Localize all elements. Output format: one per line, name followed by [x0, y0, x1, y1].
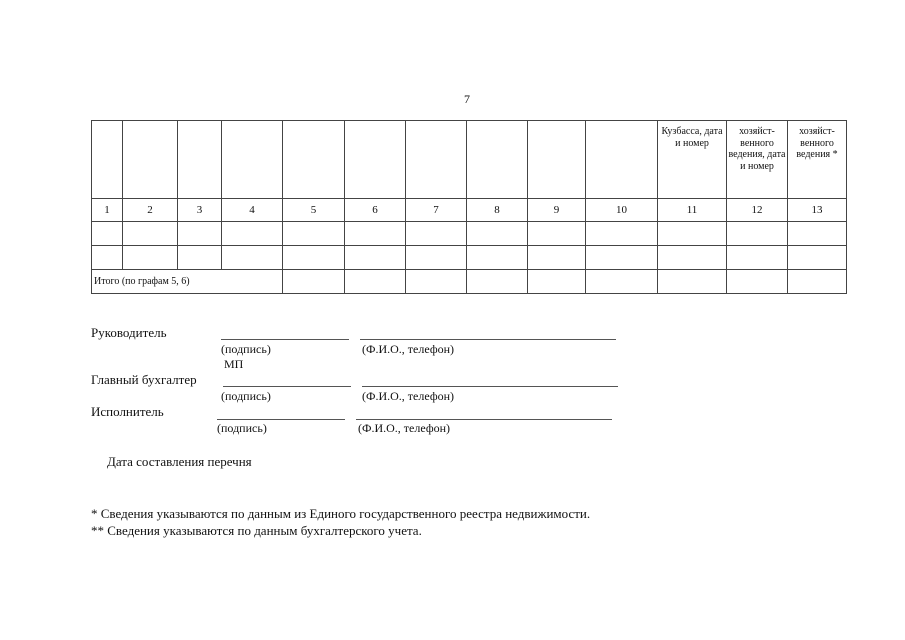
column-number: 8	[467, 199, 528, 222]
header-cell	[586, 121, 658, 199]
header-cell-11: Кузбасса, дата и номер	[658, 121, 727, 199]
executor-label: Исполнитель	[91, 404, 164, 419]
table-cell	[406, 222, 467, 246]
table-cell	[467, 246, 528, 270]
table-cell	[92, 222, 123, 246]
column-number: 7	[406, 199, 467, 222]
table-cell	[788, 246, 847, 270]
table-cell	[586, 246, 658, 270]
table-cell	[467, 222, 528, 246]
table-cell	[283, 246, 345, 270]
table-cell	[222, 246, 283, 270]
executor-name-line[interactable]	[356, 419, 612, 420]
column-number: 4	[222, 199, 283, 222]
table-cell	[528, 270, 586, 294]
footnote-2: ** Сведения указываются по данным бухгалтерского учета.	[91, 523, 422, 538]
head-signature-line[interactable]	[221, 339, 349, 340]
table-cell	[528, 246, 586, 270]
accountant-name-hint: (Ф.И.О., телефон)	[362, 389, 455, 403]
table-cell	[345, 270, 406, 294]
table-cell	[283, 222, 345, 246]
stamp-label: МП	[224, 357, 244, 371]
header-cell	[283, 121, 345, 199]
table-cell	[178, 222, 222, 246]
column-number: 9	[528, 199, 586, 222]
header-cell	[178, 121, 222, 199]
table-cell	[406, 270, 467, 294]
head-name-hint: (Ф.И.О., телефон)	[362, 342, 455, 356]
table-cell	[222, 222, 283, 246]
executor-name-hint: (Ф.И.О., телефон)	[358, 421, 451, 435]
head-name-line[interactable]	[360, 339, 616, 340]
compilation-date-label: Дата составления перечня	[107, 454, 252, 469]
column-number: 1	[92, 199, 123, 222]
header-cell	[406, 121, 467, 199]
table-cell	[586, 270, 658, 294]
header-row	[92, 121, 847, 199]
table-cell	[345, 246, 406, 270]
executor-signature-line[interactable]	[217, 419, 345, 420]
table-cell	[123, 222, 178, 246]
accountant-signature-line[interactable]	[223, 386, 351, 387]
accountant-label: Главный бухгалтер	[91, 372, 197, 387]
register-table	[91, 120, 847, 294]
table-cell	[658, 270, 727, 294]
head-label: Руководитель	[91, 325, 167, 340]
table-cell	[658, 222, 727, 246]
column-number: 10	[586, 199, 658, 222]
executor-signature-hint: (подпись)	[217, 421, 267, 435]
column-number: 11	[658, 199, 727, 222]
accountant-signature-hint: (подпись)	[221, 389, 271, 403]
table-cell	[788, 270, 847, 294]
column-number: 13	[788, 199, 847, 222]
header-cell	[123, 121, 178, 199]
head-signature-hint: (подпись)	[221, 342, 271, 356]
header-cell	[92, 121, 123, 199]
total-label: Итого (по графам 5, 6)	[92, 270, 283, 294]
table-row	[92, 246, 847, 270]
header-cell-13: хозяйст-венного ведения *	[788, 121, 847, 199]
table-cell	[92, 246, 123, 270]
table-row	[92, 222, 847, 246]
header-cell-12: хозяйст-венного ведения, дата и номер	[727, 121, 788, 199]
table-cell	[406, 246, 467, 270]
header-cell	[528, 121, 586, 199]
table-cell	[528, 222, 586, 246]
total-row	[92, 270, 847, 294]
table-cell	[345, 222, 406, 246]
table-cell	[727, 222, 788, 246]
table-cell	[727, 270, 788, 294]
table-cell	[467, 270, 528, 294]
table-cell	[283, 270, 345, 294]
header-cell	[222, 121, 283, 199]
table-cell	[123, 246, 178, 270]
column-number: 6	[345, 199, 406, 222]
table-cell	[658, 246, 727, 270]
table-cell	[586, 222, 658, 246]
table-cell	[727, 246, 788, 270]
header-cell	[467, 121, 528, 199]
footnote-1: * Сведения указываются по данным из Единого государственного реестра недвижимости.	[91, 506, 591, 521]
header-cell	[345, 121, 406, 199]
table-cell	[788, 222, 847, 246]
page-number: 7	[464, 92, 470, 106]
column-number-row	[92, 199, 847, 222]
column-number: 2	[123, 199, 178, 222]
column-number: 12	[727, 199, 788, 222]
column-number: 3	[178, 199, 222, 222]
column-number: 5	[283, 199, 345, 222]
accountant-name-line[interactable]	[362, 386, 618, 387]
table-cell	[178, 246, 222, 270]
